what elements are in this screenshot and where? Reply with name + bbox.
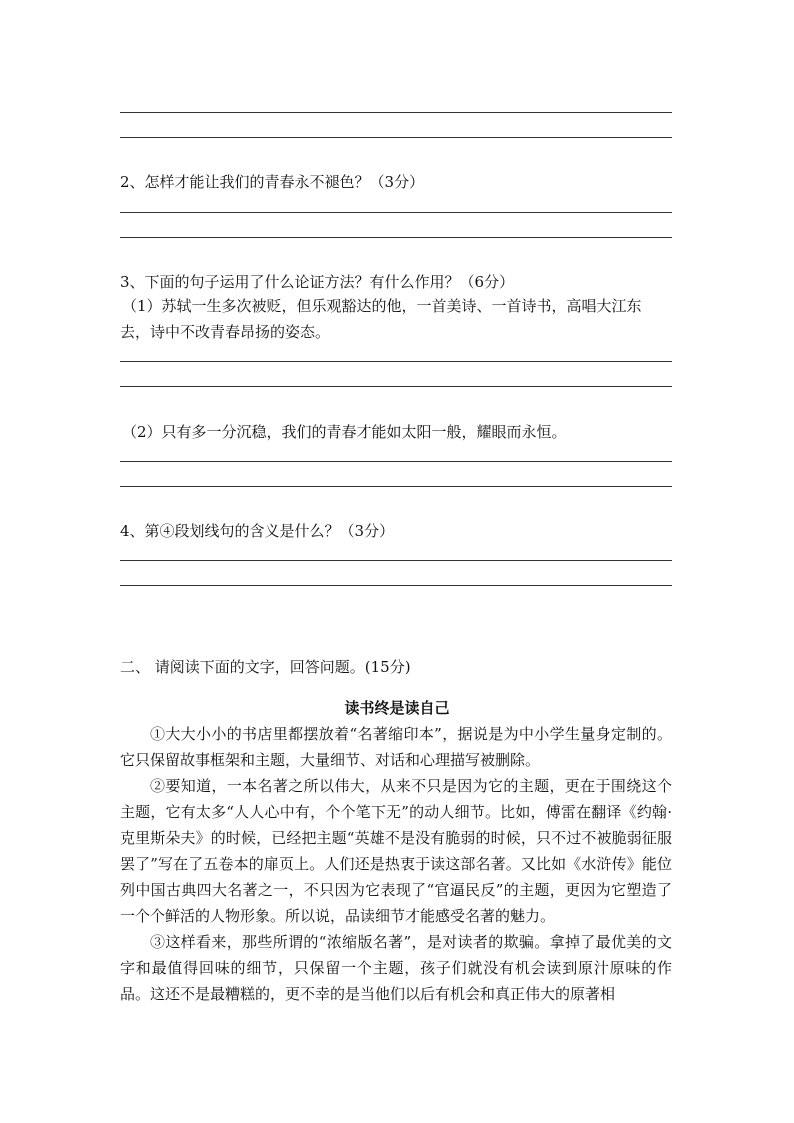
answer-line	[120, 112, 672, 113]
question-3: 3、下面的句子运用了什么论证方法？有什么作用？（6分）	[120, 273, 515, 291]
article-title: 读书终是读自己	[344, 699, 450, 717]
paragraph-1: ①大大小小的书店里都摆放着“名著缩印本”，据说是为中小学生量身定制的。它只保留故事框架和主题，大量细节、对话和心理描写被删除。	[120, 725, 672, 769]
question-3-2: （2）只有多一分沉稳，我们的青春才能如太阳一般，耀眼而永恒。	[122, 423, 567, 441]
question-4: 4、第④段划线句的含义是什么？（3分）	[120, 522, 395, 540]
section-2-heading: 二、 请阅读下面的文字，回答问题。(15分)	[120, 658, 411, 676]
answer-line	[120, 560, 672, 561]
question-2: 2、怎样才能让我们的青春永不褪色？（3分）	[120, 173, 425, 191]
answer-line	[120, 386, 672, 387]
question-3-1-line1: （1）苏轼一生多次被贬，但乐观豁达的他，一首美诗、一首诗书，高唱大江东	[122, 297, 642, 315]
question-3-1-line2: 去，诗中不改青春昂扬的姿态。	[120, 323, 331, 341]
paragraph-3: ③这样看来，那些所谓的“浓缩版名著”，是对读者的欺骗。拿掉了最优美的文字和最值得回味的细节，只保留一个主题，孩子们就没有机会读到原汁原味的作品。这还不是最糟糕的，更不幸的是当他们以后有机会和真正伟大的原著相	[120, 933, 672, 1003]
answer-line	[120, 486, 672, 487]
answer-line	[120, 237, 672, 238]
paragraph-2: ②要知道，一本名著之所以伟大，从来不只是因为它的主题，更在于围绕这个主题，它有太多“人人心中有，个个笔下无”的动人细节。比如，傅雷在翻译《约翰·克里斯朵夫》的时候，已经把主题“英雄不是没有脆弱的时候，只不过不被脆弱征服罢了”写在了五卷本的扉页上。人们还是热衷于读这部名著。又比如《水浒传》能位列中国古典四大名著之一，不只因为它表现了“官逼民反”的主题，更因为它塑造了一个个鲜活的人物形象。所以说，品读细节才能感受名著的魅力。	[120, 777, 672, 925]
answer-line	[120, 461, 672, 462]
article-body	[120, 721, 672, 1007]
answer-line	[120, 137, 672, 138]
answer-line	[120, 212, 672, 213]
answer-line	[120, 585, 672, 586]
answer-line	[120, 361, 672, 362]
